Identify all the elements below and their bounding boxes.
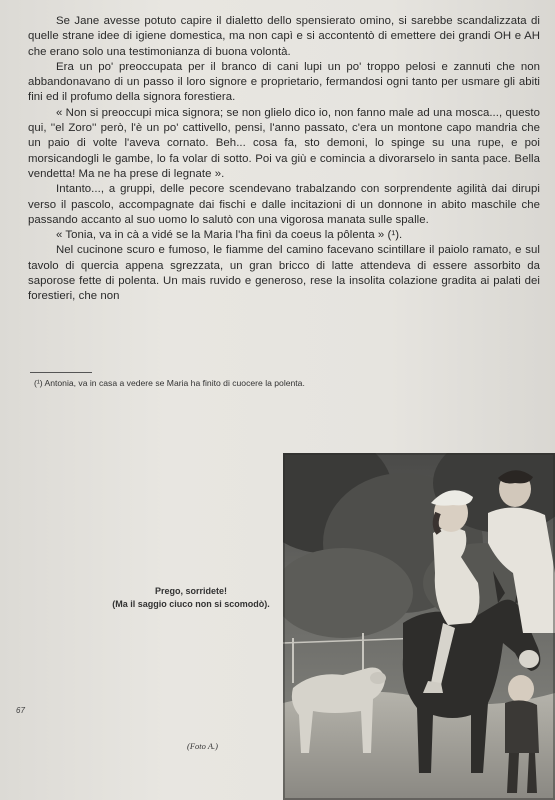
paragraph: Intanto..., a gruppi, delle pecore scendevano trabalzando con sorprendente agilità dai dirupi verso il pascolo, accompagnate dai fischi e dalle incitazioni di un donnone in abito maschile che passando accanto al suo uomo lo salutò con una vigorosa manata sulle spalle. — [28, 183, 540, 226]
article-body — [28, 14, 540, 305]
photo-woman-on-donkey — [283, 453, 555, 800]
page-number: 67 — [16, 706, 25, 715]
caption-line-1: Prego, sorridete! — [154, 586, 228, 596]
caption-line-2: (Ma il saggio ciuco non si scomodò). — [112, 599, 270, 609]
footnote-divider — [30, 372, 92, 373]
paragraph: « Non si preoccupi mica signora; se non glielo dico io, non fanno male ad una mosca..., questo qui, ''el Zoro'' però, l'è un po' cattivello, pensi, l'anno passato, c'era un montone capo mandria che un paio di volte l'aveva cornato. Beh... cosa fa, sto demoni, lo spinge su una rupe, e poi morsicandogli le gambe, lo fa volar di sotto. Poi va giù e comincia a divorarselo in santa pace. Bella vendetta! Ma ne ha prese di legnate ». — [28, 106, 540, 180]
paragraph: Nel cucinone scuro e fumoso, le fiamme del camino facevano scintillare il paiolo ramato, e sul tavolo di quercia appena sgrezzata, un gran bricco di latte attendeva di essere assorbito da saporose fette di polenta. Un mais ruvido e generoso, rese la insolita colazione gradita ai palati dei forestieri, che non — [28, 244, 540, 303]
photo-caption — [102, 585, 280, 611]
paragraph: Era un po' preoccupata per il branco di cani lupi un po' troppo pelosi e zannuti che non abbandonavano di un passo il loro signore e proprietario, fermandosi ogni tanto per usmare gli abiti fini ed il profumo della signora forestiera. — [28, 60, 540, 104]
photo-illustration — [283, 453, 555, 800]
footnote: (¹) Antonia, va in casa a vedere se Maria ha finito di cuocere la polenta. — [34, 378, 305, 388]
paragraph: Se Jane avesse potuto capire il dialetto dello spensierato omino, si sarebbe scandalizzata di quelle strane idee di igiene domestica, ma non capì e si accontentò di emettere dei grandi OH e AH che erano solo una testimonianza di buona volontà. — [28, 15, 540, 58]
paragraph: « Tonia, va in cà a vidé se la Maria l'ha finì da coeus la pôlenta » (¹). — [56, 229, 403, 242]
photo-credit: (Foto A.) — [187, 741, 219, 751]
